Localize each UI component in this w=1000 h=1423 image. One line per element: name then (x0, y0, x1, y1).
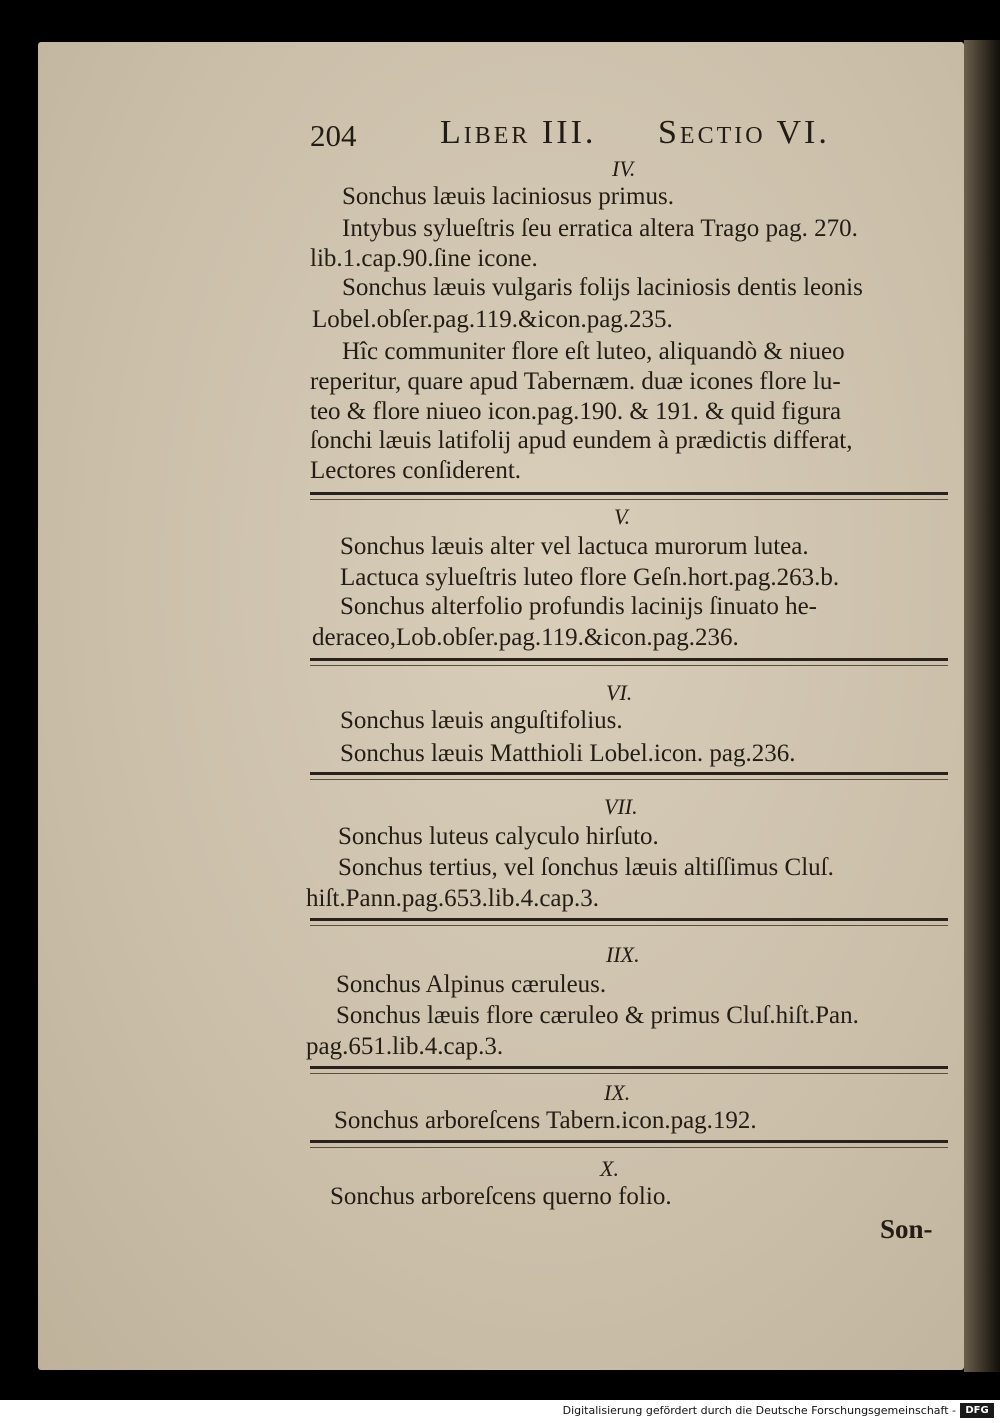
entry-numeral: IX. (604, 1080, 631, 1105)
entry-line: Sonchus Alpinus cæruleus. (336, 971, 607, 998)
page-number: 204 (310, 118, 357, 153)
section-rule (310, 658, 948, 666)
catchword: Son- (880, 1214, 933, 1244)
entry-line: ſonchi læuis latifolij apud eundem à prædictis differat, (310, 427, 853, 454)
entry-line: lib.1.cap.90.ſine icone. (310, 245, 538, 272)
entry-line: Sonchus læuis anguſtifolius. (340, 707, 623, 734)
entry-line: Intybus sylueſtris ſeu erratica altera Trago pag. 270. (342, 215, 858, 242)
section-rule (310, 772, 948, 780)
entry-numeral: V. (614, 504, 631, 529)
page-edge (964, 40, 1000, 1372)
entry-line: Lactuca sylueſtris luteo flore Geſn.hort.pag.263.b. (340, 564, 840, 591)
entry-line: Lectores conſiderent. (310, 457, 522, 484)
entry-line: Sonchus læuis vulgaris folijs laciniosis dentis leonis (342, 274, 863, 301)
entry-line: Sonchus læuis laciniosus primus. (342, 183, 674, 210)
entry-line: Sonchus arboreſcens querno folio. (330, 1183, 672, 1210)
entry-numeral: IIX. (606, 942, 640, 967)
entry-line: deraceo,Lob.obſer.pag.119.&icon.pag.236. (312, 624, 739, 651)
entry-line: Sonchus læuis alter vel lactuca murorum lutea. (340, 533, 809, 560)
footer-credit-text: Digitalisierung gefördert durch die Deutsche Forschungsgemeinschaft - (562, 1404, 956, 1417)
entry-line: Lobel.obſer.pag.119.&icon.pag.235. (312, 306, 673, 333)
entry-line: Sonchus alterfolio profundis lacinijs ſinuato he- (340, 593, 817, 620)
running-title-sectio: Sectio VI. (658, 114, 830, 151)
entry-numeral: VII. (604, 794, 638, 819)
entry-line: pag.651.lib.4.cap.3. (306, 1033, 504, 1060)
entry-numeral: X. (600, 1156, 619, 1181)
entry-line: hiſt.Pann.pag.653.lib.4.cap.3. (306, 885, 600, 912)
digitization-footer (0, 1400, 1000, 1423)
entry-line: Sonchus læuis flore cæruleo & primus Cluſ.hiſt.Pan. (336, 1002, 859, 1029)
running-title-liber: Liber III. (440, 114, 597, 151)
entry-line: Sonchus tertius, vel ſonchus læuis altiſſimus Cluſ. (338, 854, 834, 881)
section-rule (310, 1066, 948, 1074)
section-rule (310, 1140, 948, 1148)
entry-line: Sonchus arboreſcens Tabern.icon.pag.192. (334, 1107, 757, 1134)
entry-line: Sonchus læuis Matthioli Lobel.icon. pag.236. (340, 740, 796, 767)
dfg-logo: DFG (960, 1403, 994, 1418)
running-header (310, 112, 950, 158)
section-rule (310, 492, 948, 500)
entry-line: Sonchus luteus calyculo hirſuto. (338, 823, 659, 850)
entry-line: reperitur, quare apud Tabernæm. duæ icones flore lu- (310, 368, 841, 395)
entry-line: Hîc communiter flore eſt luteo, aliquandò & niueo (342, 338, 845, 365)
entry-numeral: VI. (606, 680, 633, 705)
entry-line: teo & flore niueo icon.pag.190. & 191. & quid figura (310, 398, 842, 425)
section-rule (310, 918, 948, 926)
entry-numeral: IV. (612, 156, 636, 181)
